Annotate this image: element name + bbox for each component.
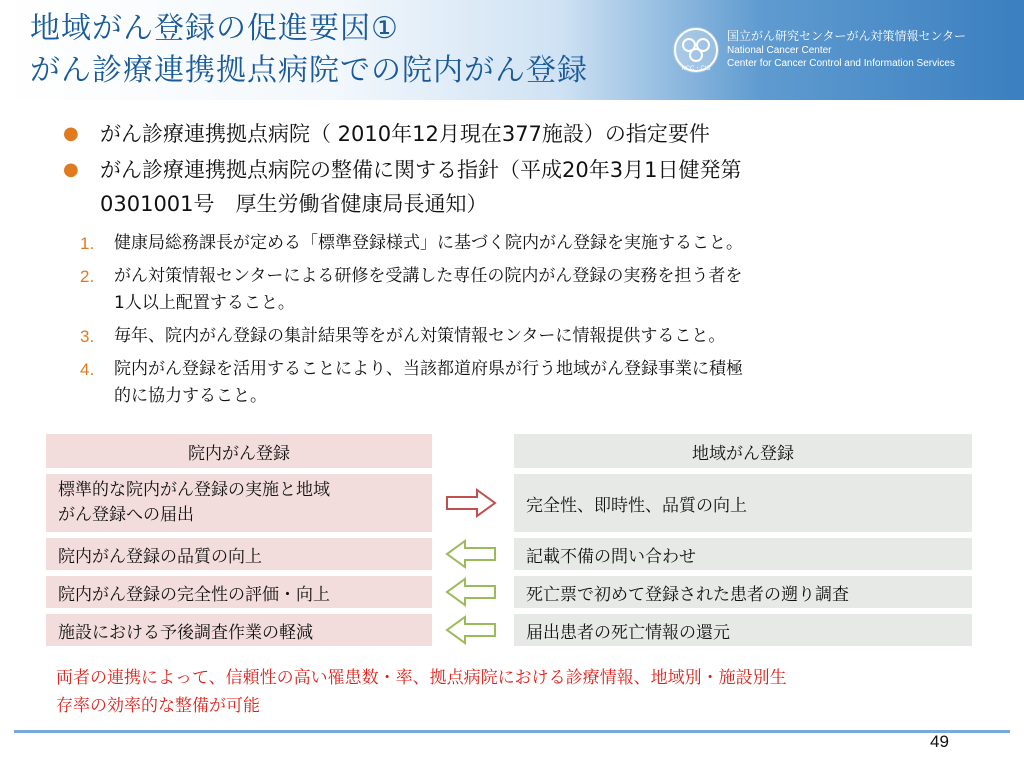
bullet-item [58,117,978,151]
item-text-cont: 1人以上配置すること。 [114,293,295,313]
bullet-marker: ● [63,159,79,180]
numbered-item [80,356,970,410]
regional-registry-header: 地域がん登録 [514,434,972,468]
hospital-registry-cell: 院内がん登録の品質の向上 [46,538,432,570]
cell-text-line-1: 標準的な院内がん登録の実施と地域 [58,480,330,500]
ncc-cis-logo-icon [672,26,720,74]
item-text: 院内がん登録を活用することにより、当該都道府県が行う地域がん登録事業に積極 [114,359,743,379]
bullet-item [58,153,978,221]
hospital-registry-cell [46,474,432,532]
hospital-registry-cell: 院内がん登録の完全性の評価・向上 [46,576,432,608]
org-name-en-1: National Cancer Center [727,45,832,56]
arrow-left-icon [445,539,497,569]
note-line-2: 存率の効率的な整備が可能 [56,696,260,716]
regional-registry-cell: 届出患者の死亡情報の還元 [514,614,972,646]
bullet-text-line-2: 0301001号 厚生労働省健康局長通知） [100,192,488,216]
title-line-2: がん診療連携拠点病院での院内がん登録 [30,53,588,88]
item-number: 4. [80,360,95,379]
item-number: 2. [80,267,95,286]
item-text: がん対策情報センターによる研修を受講した専任の院内がん登録の実務を担う者を [114,266,743,286]
item-text: 毎年、院内がん登録の集計結果等をがん対策情報センターに情報提供すること。 [114,326,726,346]
item-number: 1. [80,234,95,253]
item-text: 健康局総務課長が定める「標準登録様式」に基づく院内がん登録を実施すること。 [114,233,743,253]
arrow-left-icon [445,615,497,645]
organization-name [727,28,966,70]
regional-registry-cell: 完全性、即時性、品質の向上 [514,474,972,532]
bullet-text: がん診療連携拠点病院（ 2010年12月現在377施設）の指定要件 [100,122,710,146]
bullet-text-line-1: がん診療連携拠点病院の整備に関する指針（平成20年3月1日健発第 [100,158,742,182]
title-line-1: 地域がん登録の促進要因① [30,11,399,46]
bullet-list [58,117,978,221]
item-number: 3. [80,327,95,346]
slide-header [0,0,1024,100]
page-number: 49 [930,732,949,751]
numbered-item [80,263,970,317]
slide-title [30,8,588,92]
hospital-registry-header: 院内がん登録 [46,434,432,468]
note-line-1: 両者の連携によって、信頼性の高い罹患数・率、拠点病院における診療情報、地域別・施設別生 [56,668,787,688]
bullet-marker: ● [63,123,79,144]
cell-text-line-2: がん登録への届出 [58,505,194,525]
conclusion-note [56,664,976,720]
arrow-right-icon [445,487,497,519]
numbered-item [80,230,970,257]
org-name-en-2: Center for Cancer Control and Information Services [727,58,955,69]
regional-registry-cell: 死亡票で初めて登録された患者の遡り調査 [514,576,972,608]
hospital-registry-cell: 施設における予後調査作業の軽減 [46,614,432,646]
footer-rule [14,730,1010,733]
numbered-list [80,230,970,416]
regional-registry-cell: 記載不備の問い合わせ [514,538,972,570]
org-name-ja: 国立がん研究センターがん対策情報センター [727,29,967,43]
item-text-cont: 的に協力すること。 [114,386,267,406]
svg-text:NCC・CIS: NCC・CIS [681,66,711,72]
numbered-item [80,323,970,350]
arrow-left-icon [445,577,497,607]
